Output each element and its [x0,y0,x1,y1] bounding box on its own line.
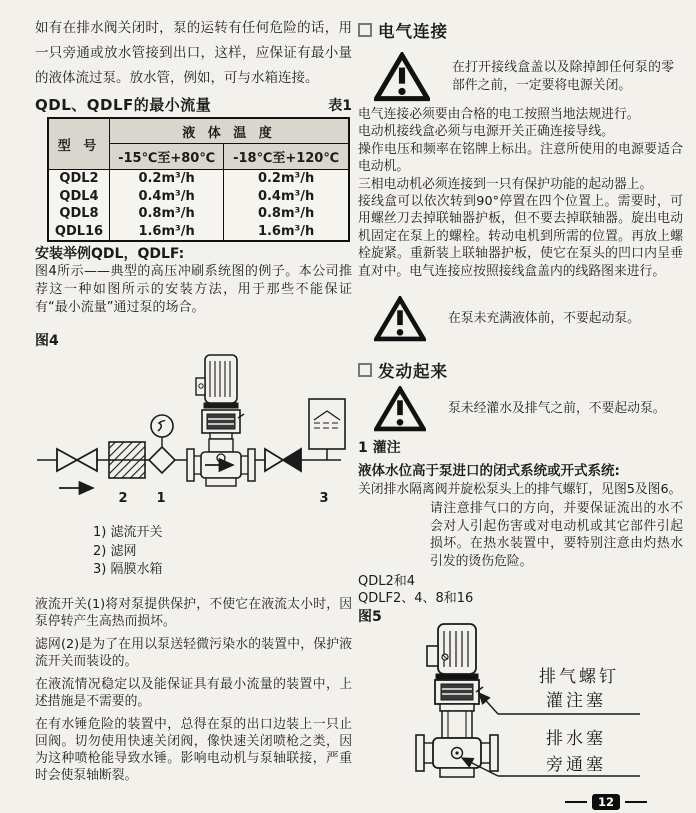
electrical-section-heading [358,18,448,42]
model-column-header: 型 号 [48,118,110,170]
model-list [358,574,473,607]
figure4-number-1: 1 [156,491,166,506]
priming-plug-label: 灌注塞 [546,691,606,711]
table-row [48,205,349,223]
install-example-heading: 安装举例QDL，QDLF: [35,246,185,262]
legend-item: 3) 隔膜水箱 [93,562,163,577]
model-line: QDLF2、4、8和16 [358,590,474,606]
flow-cell: 0.8m³/h [110,205,224,223]
body-paragraph: 电气连接必须要由合格的电工按照当地法规进行。 [358,107,640,122]
table-row [48,170,349,188]
diaphragm-tank-icon [309,399,345,460]
drain-plug-label: 排水塞 [546,729,606,749]
figure4-legend [93,524,162,580]
min-flow-title: QDL、QDLF的最小流量 [35,96,212,114]
footer-dash [625,801,647,803]
figure4-number-3: 3 [319,491,329,506]
page-footer [565,794,647,810]
model-cell: QDL16 [48,223,110,242]
install-example-paragraph: 图4所示——典型的高压冲刷系统图的例子。本公司推荐这一种如图所示的安装方法，用于那些不能保证有“最小流量”通过泵的场合。 [35,264,352,315]
figure5-label: 图5 [358,609,382,625]
flow-cell: 0.4m³/h [110,188,224,206]
table-number-label: 表1 [328,98,352,114]
warning-block [374,386,674,432]
body-paragraph: 在液流情况稳定以及能保证具有最小流量的装置中，上述措施是不需要的。 [35,677,352,709]
temp-range-1-header: -15℃至+80℃ [110,144,224,170]
flow-cell: 0.4m³/h [224,188,349,206]
flow-cell: 1.6m³/h [224,223,349,242]
flow-cell: 0.2m³/h [224,170,349,188]
figure4-label: 图4 [35,333,59,349]
gate-valve-icon [57,449,97,471]
min-flow-heading-row [35,94,352,115]
system-condition-heading: 液体水位高于泵进口的闭式系统或开式系统: [358,463,620,479]
priming-step-heading: 1 灌注 [358,440,401,456]
flow-switch-icon [149,415,175,473]
temperature-group-header: 液 体 温 度 [110,118,350,144]
model-line: QDL2和4 [358,574,416,589]
warning-triangle-icon [374,296,426,342]
figure4-piping-diagram [35,352,352,514]
left-lower-paragraphs [35,596,352,790]
section-square-bullet-icon [358,23,372,37]
vent-screw-label: 排气螺钉 [539,667,619,687]
warning-block [374,52,674,102]
flow-cell: 0.2m³/h [110,170,224,188]
check-valve-icon [265,449,301,471]
legend-item: 2) 滤网 [93,543,137,559]
startup-section-heading [358,358,448,382]
warning-text: 泵未经灌水及排气之前，不要起动泵。 [448,401,666,416]
pump-icon [187,355,255,486]
body-paragraph: 液流开关(1)将对泵提供保护，不使它在液流太小时，因泵停转产生高热而损坏。 [35,597,352,629]
warning-triangle-icon [374,386,426,432]
model-cell: QDL8 [48,205,110,223]
warning-text: 在打开接线盒盖以及除掉卸任何泵的零部件之前，一定要将电源关闭。 [452,60,674,93]
footer-dash [565,801,587,803]
figure4-number-2: 2 [118,491,128,506]
warning-block [374,296,674,342]
model-cell: QDL4 [48,188,110,206]
body-paragraph: 电动机接线盒必须与电源开关正确连接导线。 [358,124,614,140]
electrical-paragraphs [358,106,683,280]
temp-range-2-header: -18℃至+120℃ [224,144,349,170]
drain-plug-callout [462,729,640,776]
warning-text: 在泵未充满液体前，不要起动泵。 [448,311,640,326]
model-cell: QDL2 [48,170,110,188]
strainer-icon [109,442,145,478]
min-flow-table [47,117,350,242]
startup-heading-text: 发动起来 [378,362,448,381]
vent-screw-callout [479,667,640,714]
bypass-plug-label: 旁通塞 [546,755,606,775]
body-paragraph: 操作电压和频率在铭牌上标出。注意所使用的电源要适合电动机。 [358,141,683,175]
body-paragraph: 在有水锤危险的装置中，总得在泵的出口边装上一只止回阀。切勿使用快速关闭阀，像快速关闭喷枪之类，因为这种喷枪能导致水锤。影响电动机与泵轴联接，严重时会使泵轴断裂。 [35,717,352,783]
priming-instruction: 关闭排水隔离阀并旋松泵头上的排气螺钉，见图5及图6。 [358,482,682,497]
table-row [48,188,349,206]
figure5-pump-diagram [400,620,683,792]
warning-triangle-icon [374,52,430,102]
flow-cell: 1.6m³/h [110,223,224,242]
page-number-badge: 12 [592,794,620,810]
body-paragraph: 滤网(2)是为了在用以泵送轻微污染水的装置中，保护液流开关而装设的。 [35,637,352,669]
section-square-bullet-icon [358,363,372,377]
legend-item: 1) 滤流开关 [93,525,163,540]
table-header-row [48,118,349,144]
body-paragraph: 三相电动机必须连接到一只有保护功能的起动器上。 [358,176,653,192]
electrical-heading-text: 电气连接 [378,22,448,41]
table-row [48,223,349,242]
intro-paragraph: 如有在排水阀关闭时，泵的运转有任何危险的话，用一只旁通或放水管接到出口，这样，应保证有最小量的液体流过泵。放水管，例如，可与水箱连接。 [35,20,352,86]
body-paragraph: 接线盒可以依次转到90°停置在四个位置上。需要时，可用螺丝刀去掉联轴器护板，但不要去掉联轴器。旋出电动机固定在泵上的螺栓。转动电机到所需的位置。再放上螺栓旋紧。重新装上联轴器护板，使它在泵头的凹口内呈垂直对中。电气连接应按照接线盒盖内的线路图来进行。 [358,194,683,279]
priming-caution-note: 请注意排气口的方向，并要保证流出的水不会对人引起伤害或对电动机或其它部件引起损坏。在热水装置中，要特别注意由灼热水引发的烫伤危险。 [430,501,683,569]
flow-cell: 0.8m³/h [224,205,349,223]
